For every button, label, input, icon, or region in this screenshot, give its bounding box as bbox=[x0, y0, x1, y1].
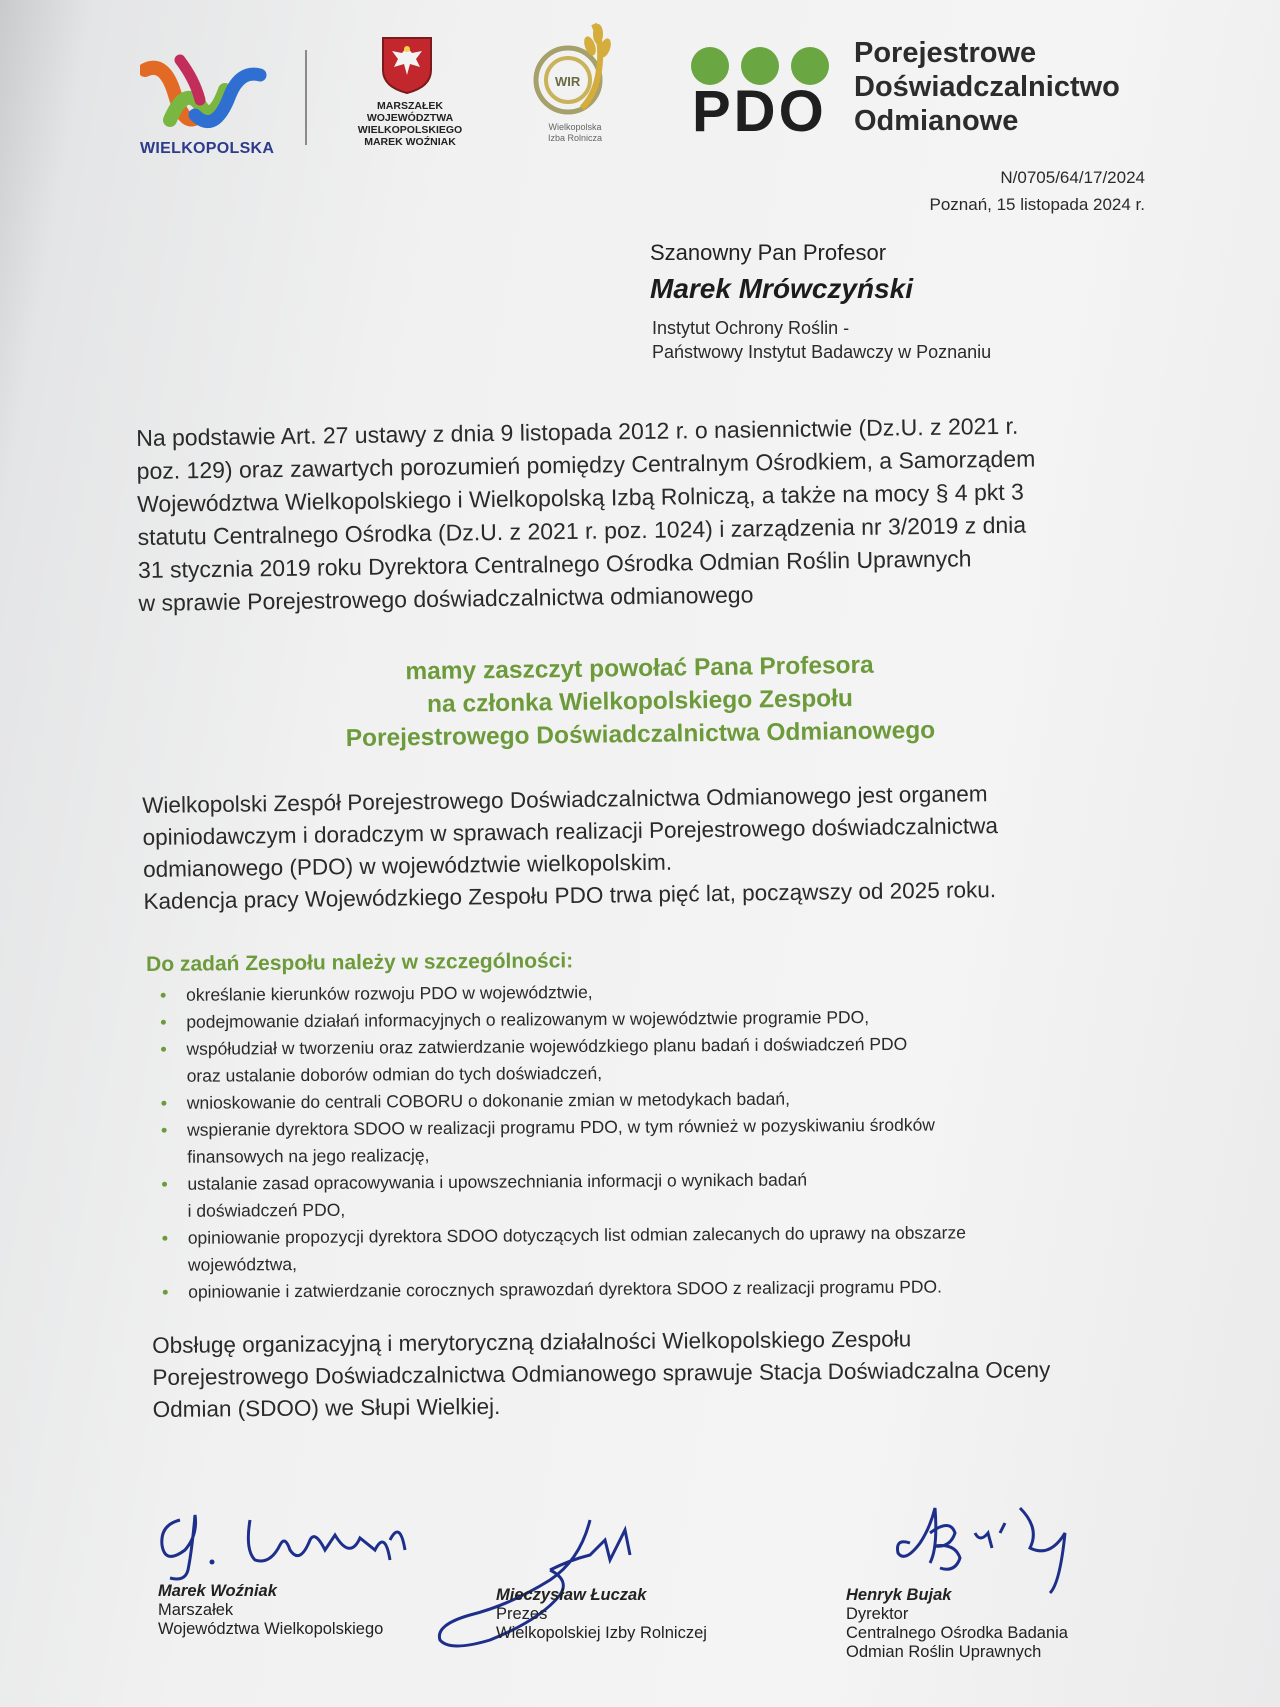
team-description-paragraph bbox=[142, 776, 1144, 918]
logo-divider bbox=[305, 50, 307, 145]
bullet-icon: • bbox=[160, 1119, 168, 1140]
institution-line: Instytut Ochrony Roślin - bbox=[652, 318, 850, 338]
pdo-name-line: Doświadczalnictwo bbox=[854, 71, 1120, 103]
bullet-icon: • bbox=[160, 984, 167, 1005]
task-line: finansowych na jego realizację, bbox=[187, 1145, 430, 1167]
signatory-bujak bbox=[846, 1586, 1068, 1662]
wir-line: Izba Rolnicza bbox=[547, 133, 603, 143]
text-line: 31 stycznia 2019 roku Dyrektora Centralnego Ośrodka Odmian Roślin Uprawnych bbox=[137, 545, 972, 583]
text-line: statutu Centralnego Ośrodka (Dz.U. z 2021 r. poz. 1024) i zarządzenia nr 3/2019 z dnia bbox=[137, 511, 1027, 550]
task-line: opiniowanie i zatwierdzanie corocznych sprawozdań dyrektora SDOO z realizacji programu PDO. bbox=[188, 1276, 943, 1302]
pdo-logo-name bbox=[854, 36, 1120, 138]
tasks-heading: Do zadań Zespołu należy w szczególności: bbox=[146, 949, 574, 976]
appointment-headline bbox=[249, 647, 1030, 757]
headline-line: na członka Wielkopolskiego Zespołu bbox=[426, 685, 854, 718]
signatory-name: Mieczysław Łuczak bbox=[496, 1586, 647, 1604]
signatory-title: Prezes bbox=[496, 1605, 548, 1623]
text-line: poz. 129) oraz zawartych porozumień pomiędzy Centralnym Ośrodkiem, a Samorządem bbox=[136, 445, 1036, 484]
text-line: Na podstawie Art. 27 ustawy z dnia 9 listopada 2012 r. o nasiennictwie (Dz.U. z 2021 r. bbox=[136, 412, 1019, 451]
signatory-luczak bbox=[496, 1586, 707, 1643]
text-line: opiniodawczym i doradczym w sprawach realizacji Porejestrowego doświadczalnictwa bbox=[142, 813, 999, 850]
task-line: opiniowanie propozycji dyrektora SDOO dotyczących list odmian zalecanych do uprawy na obszarze bbox=[187, 1222, 967, 1248]
headline-line: Porejestrowego Doświadczalnictwa Odmianowego bbox=[345, 716, 936, 753]
list-item bbox=[158, 1272, 1098, 1306]
text-line: Wielkopolski Zespół Porejestrowego Doświadczalnictwa Odmianowego jest organem bbox=[142, 781, 988, 818]
institution-line: Państwowy Instytut Badawczy w Poznaniu bbox=[652, 342, 992, 362]
list-item bbox=[158, 1218, 1098, 1279]
signatory-name: Henryk Bujak bbox=[846, 1586, 952, 1604]
list-item bbox=[157, 1110, 1097, 1171]
signatory-title: Centralnego Ośrodka Badania bbox=[846, 1624, 1068, 1642]
text-line: Województwa Wielkopolskiego i Wielkopolską Izbą Rolniczą, a także na mocy § 4 pkt 3 bbox=[136, 478, 1025, 517]
task-line: podejmowanie działań informacyjnych o realizowanym w województwie programie PDO, bbox=[186, 1007, 870, 1032]
task-line: oraz ustalanie doborów odmian do tych doświadczeń, bbox=[186, 1062, 603, 1086]
text-line: Porejestrowego Doświadczalnictwa Odmianowego sprawuje Stacja Doświadczalna Oceny bbox=[152, 1357, 1051, 1390]
text-line: Obsługę organizacyjną i merytoryczną działalności Wielkopolskiego Zespołu bbox=[152, 1326, 912, 1358]
bullet-icon: • bbox=[160, 1038, 167, 1059]
pdo-name-line: Porejestrowe bbox=[854, 37, 1037, 69]
signatory-title: Odmian Roślin Uprawnych bbox=[846, 1643, 1042, 1661]
service-paragraph bbox=[152, 1321, 1153, 1426]
task-line: ustalanie zasad opracowywania i upowszechniania informacji o wynikach badań bbox=[187, 1169, 808, 1194]
salutation: Szanowny Pan Profesor bbox=[650, 240, 887, 265]
wir-line: Wielkopolska bbox=[548, 122, 602, 132]
pdo-logo-abbr: PDO bbox=[692, 79, 827, 144]
bullet-icon: • bbox=[161, 1227, 168, 1248]
task-line: i doświadczeń PDO, bbox=[187, 1199, 346, 1221]
pdo-name-line: Odmianowe bbox=[854, 105, 1019, 137]
task-line: wnioskowanie do centrali COBORU o dokonanie zmian w metodykach badań, bbox=[186, 1088, 790, 1113]
wir-logo-icon bbox=[532, 16, 618, 124]
marshal-logo-text bbox=[335, 100, 485, 148]
wielkopolska-logo-text: WIELKOPOLSKA bbox=[140, 140, 275, 157]
legal-basis-paragraph bbox=[136, 408, 1149, 620]
coat-of-arms-icon bbox=[380, 35, 434, 95]
bullet-icon: • bbox=[160, 1092, 168, 1113]
bullet-icon: • bbox=[160, 1011, 167, 1032]
signatory-title: Wielkopolskiej Izby Rolniczej bbox=[496, 1624, 707, 1642]
tasks-list bbox=[156, 975, 1098, 1306]
task-line: wspieranie dyrektora SDOO w realizacji programu PDO, w tym również w pozyskiwaniu środków bbox=[186, 1114, 935, 1140]
marshal-line: WOJEWÓDZTWA bbox=[366, 112, 454, 124]
reference-number: N/0705/64/17/2024 bbox=[1000, 168, 1145, 187]
list-item bbox=[157, 1164, 1097, 1225]
task-line: województwa, bbox=[187, 1254, 297, 1275]
text-line: w sprawie Porejestrowego doświadczalnictwa odmianowego bbox=[138, 581, 754, 616]
signatory-title: Dyrektor bbox=[846, 1605, 909, 1623]
signature-wozniak-icon bbox=[150, 1490, 430, 1585]
headline-line: mamy zaszczyt powołać Pana Profesora bbox=[405, 651, 874, 686]
bullet-icon: • bbox=[161, 1173, 168, 1194]
marshal-line: WIELKOPOLSKIEGO bbox=[357, 124, 463, 136]
signatory-title: Województwa Wielkopolskiego bbox=[158, 1620, 384, 1638]
task-line: współudział w tworzeniu oraz zatwierdzanie wojewódzkiego planu badań i doświadczeń PDO bbox=[186, 1033, 908, 1059]
list-item bbox=[156, 1029, 1096, 1090]
signatory-title: Marszałek bbox=[158, 1601, 234, 1619]
task-line: określanie kierunków rozwoju PDO w województwie, bbox=[186, 981, 593, 1005]
signatory-wozniak bbox=[158, 1582, 383, 1639]
marshal-line: MARSZAŁEK bbox=[377, 100, 443, 112]
wir-logo-text bbox=[530, 122, 620, 144]
marshal-line: MAREK WOŹNIAK bbox=[364, 136, 456, 148]
text-line: Odmian (SDOO) we Słupi Wielkiej. bbox=[152, 1393, 501, 1422]
recipient-institution bbox=[652, 316, 991, 364]
bullet-icon: • bbox=[162, 1281, 169, 1302]
letter-reference bbox=[900, 164, 1145, 218]
text-line: odmianowego (PDO) w województwie wielkopolskim. bbox=[142, 849, 673, 882]
wir-emblem-text: WIR bbox=[555, 74, 581, 89]
place-date: Poznań, 15 listopada 2024 r. bbox=[929, 195, 1145, 214]
signatory-name: Marek Woźniak bbox=[158, 1582, 277, 1600]
text-line: Kadencja pracy Wojewódzkiego Zespołu PDO trwa pięć lat, począwszy od 2025 roku. bbox=[143, 877, 997, 914]
recipient-name: Marek Mrówczyński bbox=[650, 273, 913, 304]
